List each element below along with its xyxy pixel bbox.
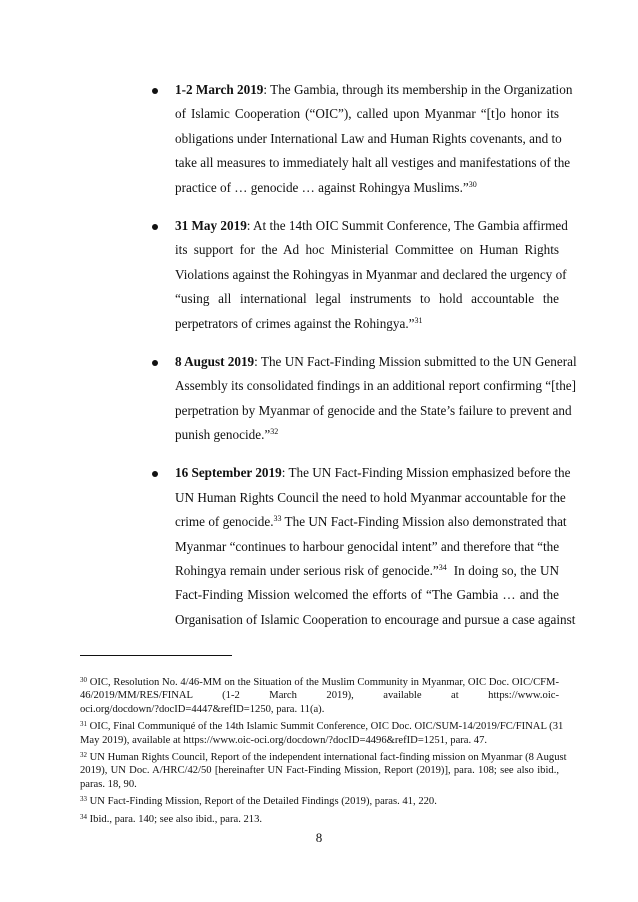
bullet-marker-icon — [152, 224, 158, 230]
bullet-marker-icon — [152, 360, 158, 366]
footnote-line — [80, 813, 559, 826]
bullet-line: 31 May 2019: At the 14th OIC Summit Conference, The Gambia affirmed — [175, 217, 568, 233]
bullet-text: The UN Fact-Finding Mission submitted to the UN General — [260, 353, 577, 369]
bullet-line: of Islamic Cooperation (“OIC”), called upon Myanmar “[t]o honor its — [175, 106, 559, 122]
bullet-line — [175, 423, 559, 447]
timeline-bullet-list — [175, 78, 577, 646]
bullet-text: At the 14th OIC Summit Conference, The Gambia affirmed — [253, 217, 568, 233]
bullet-line: Organisation of Islamic Cooperation to encourage and pursue a case against — [175, 611, 576, 627]
footnote-ref[interactable]: 32 — [270, 427, 279, 437]
bullet-text: The UN Fact-Finding Mission emphasized before the — [288, 465, 571, 481]
bullet-line: its support for the Ad hoc Ministerial Committee on Human Rights — [175, 242, 559, 258]
footnote-line: 2019), UN Doc. A/HRC/42/50 [hereinafter UN Fact-Finding Mission, Report (2019)], para. 108; see also ibid., — [80, 765, 559, 777]
footnote-30 — [80, 676, 559, 716]
bullet-text: punish genocide.” — [175, 427, 271, 443]
bullet-line: take all measures to immediately halt all vestiges and manifestations of the — [175, 155, 571, 171]
bullet-line — [175, 176, 559, 200]
footnote-ref[interactable]: 31 — [414, 315, 423, 325]
footnote-line: 46/2019/MM/RES/FINAL (1-2 March 2019), available at https://www.oic- — [80, 690, 559, 702]
footnote-line: May 2019), available at https://www.oic-oci.org/docdown/?docID=4496&refID=1251, para. 47. — [80, 734, 488, 746]
footnote-number: 34 — [80, 812, 87, 821]
bullet-date: 1-2 March 2019 — [175, 82, 264, 97]
footnote-number: 33 — [80, 795, 87, 804]
bullet-may-2019 — [175, 214, 568, 336]
footnote-line: paras. 18, 90. — [80, 778, 137, 790]
bullet-text: crime of genocide. — [175, 514, 274, 530]
footnote-line: oci.org/docdown/?docID=4447&refID=1250, para. 11(a). — [80, 703, 325, 715]
bullet-line: 8 August 2019: The UN Fact-Finding Mission submitted to the UN General — [175, 353, 577, 369]
footnote-text: UN Fact-Finding Mission, Report of the Detailed Findings (2019), paras. 41, 220. — [89, 796, 437, 808]
bullet-line — [175, 559, 559, 583]
footnote-ref[interactable]: 34 — [438, 563, 447, 573]
bullet-line: Violations against the Rohingyas in Myanmar and declared the urgency of — [175, 266, 567, 282]
bullet-line: UN Human Rights Council the need to hold Myanmar accountable for the — [175, 489, 566, 505]
bullet-line — [175, 312, 559, 336]
bullet-text: practice of … genocide … against Rohingya Muslims.” — [175, 179, 469, 195]
footnote-31 — [80, 720, 564, 747]
footnote-ref[interactable]: 33 — [273, 514, 282, 524]
bullet-line — [175, 510, 567, 534]
bullet-september-2019 — [175, 461, 576, 632]
bullet-line: obligations under International Law and Human Rights covenants, and to — [175, 130, 562, 146]
footnote-line — [80, 795, 559, 808]
footnote-separator — [80, 655, 232, 656]
bullet-text: In doing so, the UN — [446, 563, 559, 579]
bullet-line: “using all international legal instruments to hold accountable the — [175, 291, 559, 307]
bullet-date: 16 September 2019 — [175, 465, 282, 481]
footnote-number: 31 — [80, 720, 87, 729]
footnote-number: 30 — [80, 676, 87, 684]
bullet-line: perpetration by Myanmar of genocide and the State’s failure to prevent and — [175, 402, 572, 418]
footnote-line — [80, 720, 564, 733]
footnote-line — [80, 676, 559, 689]
bullet-text: Rohingya remain under serious risk of genocide.” — [175, 563, 439, 579]
bullet-august-2019 — [175, 350, 577, 448]
bullet-line: 16 September 2019: The UN Fact-Finding Mission emphasized before the — [175, 465, 571, 481]
bullet-date: 8 August 2019 — [175, 353, 255, 369]
bullet-line: Myanmar “continues to harbour genocidal intent” and therefore that “the — [175, 538, 560, 554]
page-number: 8 — [315, 830, 323, 845]
bullet-marker-icon — [152, 471, 158, 477]
footnote-text: Ibid., para. 140; see also ibid., para. 213. — [89, 813, 263, 825]
footnote-text: OIC, Resolution No. 4/46-MM on the Situation of the Muslim Community in Myanmar, OIC Doc. OIC/CFM- — [89, 677, 559, 688]
bullet-line: Fact-Finding Mission welcomed the efforts of “The Gambia … and the — [175, 587, 559, 603]
footnote-text: UN Human Rights Council, Report of the independent international fact-finding mission on Myanmar (8 August — [89, 751, 567, 763]
bullet-date: 31 May 2019 — [175, 217, 247, 233]
footnote-text: OIC, Final Communiqué of the 14th Islamic Summit Conference, OIC Doc. OIC/SUM-14/2019/FC/FINAL (31 — [89, 721, 564, 733]
bullet-marker-icon — [152, 88, 158, 94]
footnote-34 — [80, 813, 559, 826]
bullet-march-2019 — [175, 78, 573, 200]
footnote-33 — [80, 795, 559, 808]
footnote-line — [80, 750, 567, 764]
bullet-line: 1-2 March 2019: The Gambia, through its membership in the Organization — [175, 82, 573, 97]
footnote-number: 32 — [80, 750, 87, 759]
bullet-line: Assembly its consolidated findings in an additional report confirming “[the] — [175, 378, 577, 394]
footnote-32 — [80, 750, 567, 791]
footnote-ref[interactable]: 30 — [468, 179, 477, 189]
footnotes — [80, 676, 567, 830]
bullet-text: The Gambia, through its membership in the Organization — [270, 82, 573, 97]
bullet-text: perpetrators of crimes against the Rohingya.” — [175, 315, 415, 331]
bullet-text: The UN Fact-Finding Mission also demonstrated that — [281, 514, 567, 530]
